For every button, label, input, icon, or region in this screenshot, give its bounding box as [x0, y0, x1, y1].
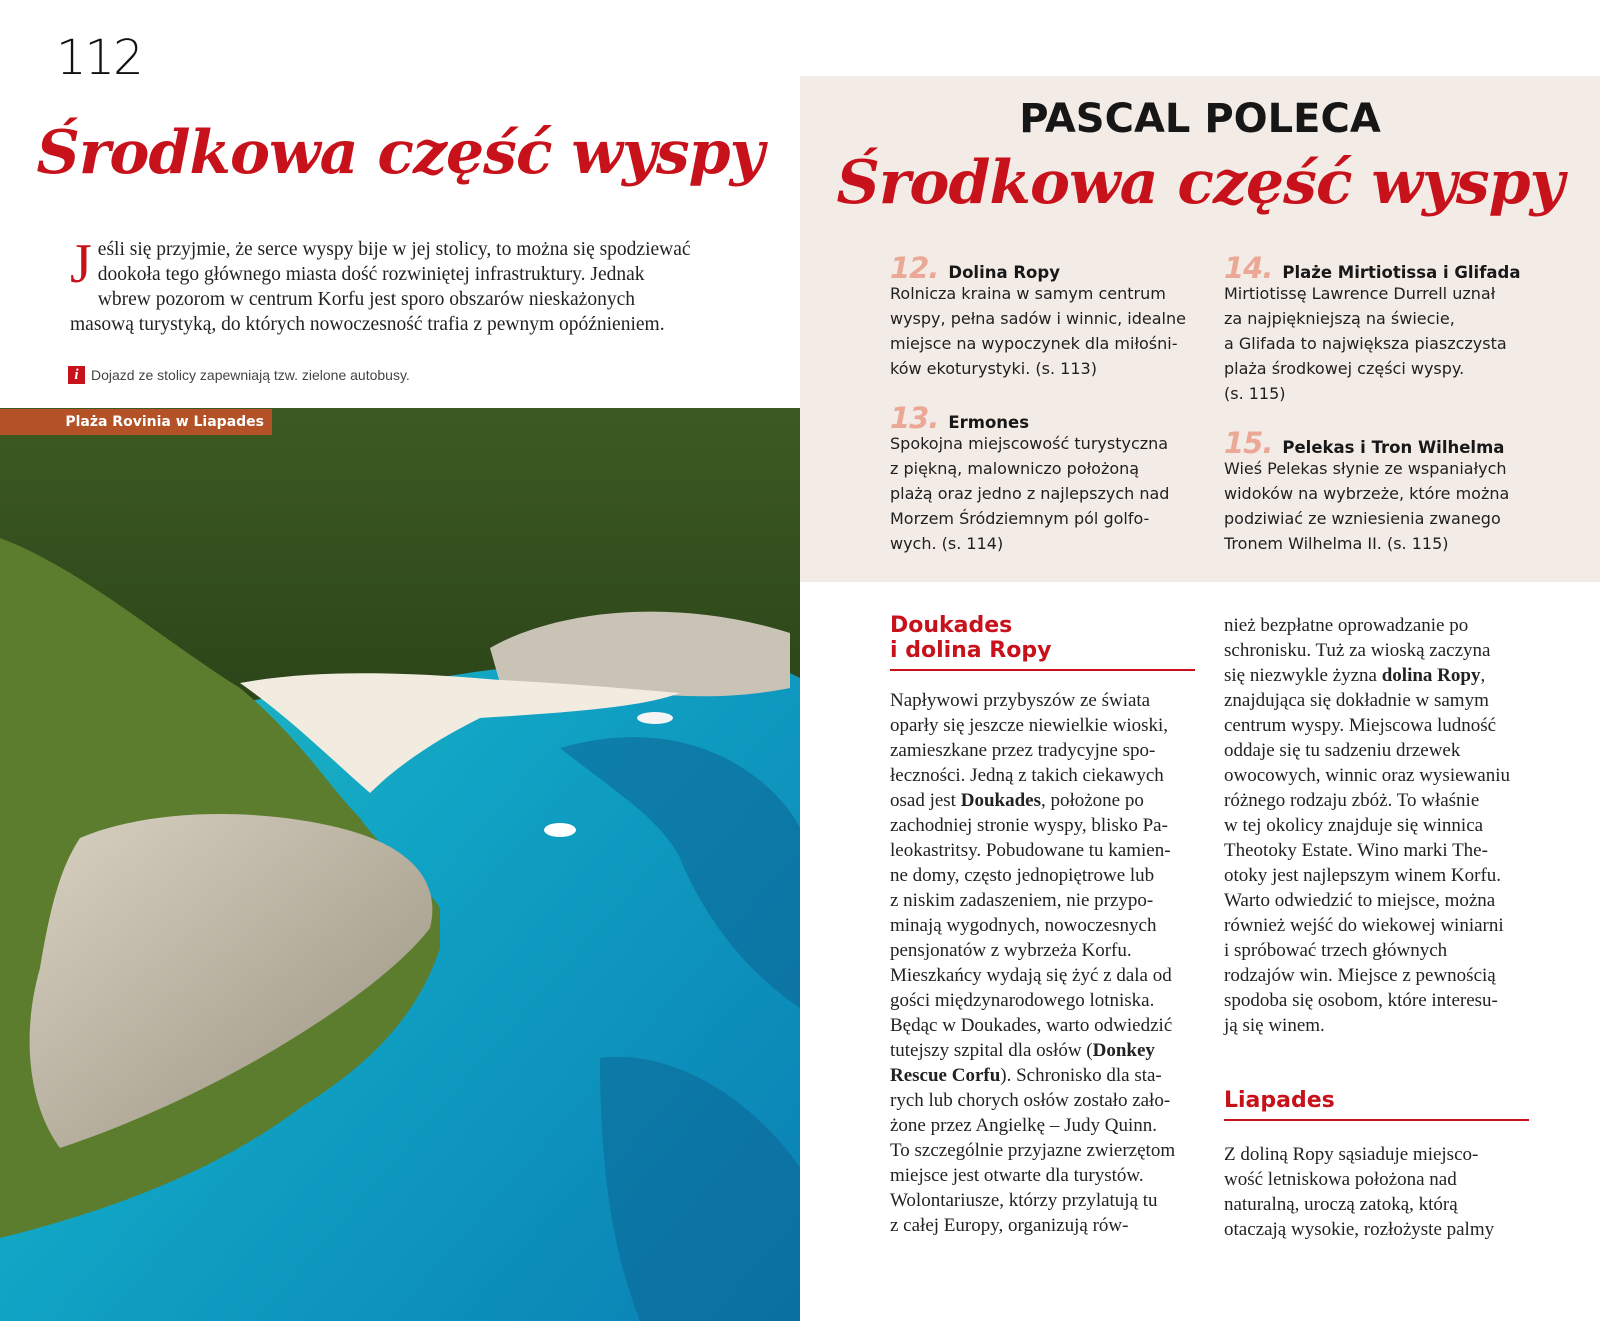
- text-run: , położone po zachodniej stronie wyspy, blisko Pa- leokastritsy. Pobudowane tu kamien- ne domy, często jednopiętrowe lub z niskim zadaszeniem, nie przypo- minają wygodnych, nowoczesnych pensjonatów z wybrzeża Korfu. Mieszkańcy wydają się żyć z dala od gości międzynarodowego lotniska. Będąc w Doukades, warto odwiedzić tutejszy szpital dla osłów (: [890, 790, 1173, 1061]
- recommendation-item: [1224, 426, 1574, 556]
- bold-term: Donkey Rescue Corfu: [890, 1040, 1155, 1086]
- item-number: 14.: [1224, 251, 1273, 285]
- drop-cap: J: [70, 233, 92, 295]
- liapades-text: Z doliną Ropy sąsiaduje miejsco- wość letniskowa położona nad naturalną, uroczą zatoką, którą otaczają wysokie, rozłożyste palmy: [1224, 1144, 1495, 1240]
- bold-term: Doukades: [960, 790, 1041, 811]
- item-name: Dolina Ropy: [948, 263, 1060, 282]
- info-text: Dojazd ze stolicy zapewniają tzw. zielone autobusy.: [91, 367, 410, 383]
- section-heading-liapades: Liapades: [1224, 1088, 1529, 1121]
- heading-line: Doukades: [890, 613, 1013, 638]
- item-number: 13.: [890, 401, 939, 435]
- item-number: 12.: [890, 251, 939, 285]
- recommendation-item: [1224, 251, 1574, 406]
- recommendation-title: Środkowa część wyspy: [836, 148, 1564, 218]
- article-text-column-1: [890, 688, 1210, 1238]
- text-run: nież bezpłatne oprowadzanie po schronisku. Tuż za wioską zaczyna się niezwykle żyzna: [1224, 615, 1491, 686]
- info-note: [68, 366, 410, 384]
- item-number: 15.: [1224, 426, 1273, 460]
- intro-text: eśli się przyjmie, że serce wyspy bije w jej stolicy, to można się spodziewać dookoła tego głównego miasta dość rozwiniętej infrastruktury. Jednak wbrew pozorom w centrum Korfu jest sporo obszarów nieskażonych masową turystyką, do których nowoczesność trafia z pewnym opóźnieniem.: [70, 239, 691, 335]
- item-description: Spokojna miejscowość turystyczna z piękną, malowniczo położoną plażą oraz jedno z najlepszych nad Morzem Śródziemnym pól golfo- wych. (s. 114): [890, 434, 1170, 553]
- heading-line: i dolina Ropy: [890, 638, 1052, 663]
- item-name: Ermones: [948, 413, 1030, 432]
- text-run: ). Schronisko dla sta- rych lub chorych osłów zostało zało- żone przez Angielkę – Judy Quinn. To szczególnie przyjazne zwierzętom miejsce jest otwarte dla turystów. Wolontariusze, którzy przylatują tu z całej Europy, organizują rów-: [890, 1065, 1176, 1236]
- page-number: 112: [56, 30, 142, 86]
- item-description: Rolnicza kraina w samym centrum wyspy, pełna sadów i winnic, idealne miejsce na wypoczynek dla miłośni- ków ekoturystyki. (s. 113): [890, 284, 1186, 378]
- text-run: Napływowi przybyszów ze świata oparły się jeszcze niewielkie wioski, zamieszkane przez tradycyjne spo- łeczności. Jedną z takich ciekawych osad jest: [890, 690, 1169, 811]
- section-heading-doukades: [890, 613, 1195, 671]
- beach-photo: [0, 408, 800, 1321]
- info-icon: i: [68, 366, 85, 384]
- item-name: Plaże Mirtiotissa i Glifada: [1282, 263, 1521, 282]
- recommendation-item: [890, 401, 1220, 556]
- bold-term: dolina Ropy: [1381, 665, 1481, 686]
- recommendation-kicker: PASCAL POLECA: [1019, 96, 1381, 142]
- photo-caption: Plaża Rovinia w Liapades: [0, 409, 272, 435]
- item-description: Mirtiotissę Lawrence Durrell uznał za najpiękniejszą na świecie, a Glifada to największa piaszczysta plaża środkowej części wyspy. (s. 115): [1224, 284, 1507, 403]
- text-run: , znajdująca się dokładnie w samym centrum wyspy. Miejscowa ludność oddaje się tu sadzeniu drzewek owocowych, winnic oraz wysiewaniu różnego rodzaju zbóż. To właśnie w tej okolicy znajduje się winnica Theotoky Estate. Wino marki The- otoky jest najlepszym winem Korfu. Warto odwiedzić to miejsce, można również wejść do wiekowej winiarni i spróbować trzech głównych rodzajów win. Miejsce z pewnością spodoba się osobom, które interesu- ją się winem.: [1224, 665, 1510, 1036]
- intro-paragraph: [70, 233, 700, 337]
- item-description: Wieś Pelekas słynie ze wspaniałych widoków na wybrzeże, które można podziwiać ze wzniesienia zwanego Tronem Wilhelma II. (s. 115): [1224, 459, 1510, 553]
- recommendation-item: [890, 251, 1220, 381]
- section-title: Środkowa część wyspy: [36, 118, 764, 188]
- article-text-column-2: [1224, 613, 1544, 1038]
- item-name: Pelekas i Tron Wilhelma: [1282, 438, 1505, 457]
